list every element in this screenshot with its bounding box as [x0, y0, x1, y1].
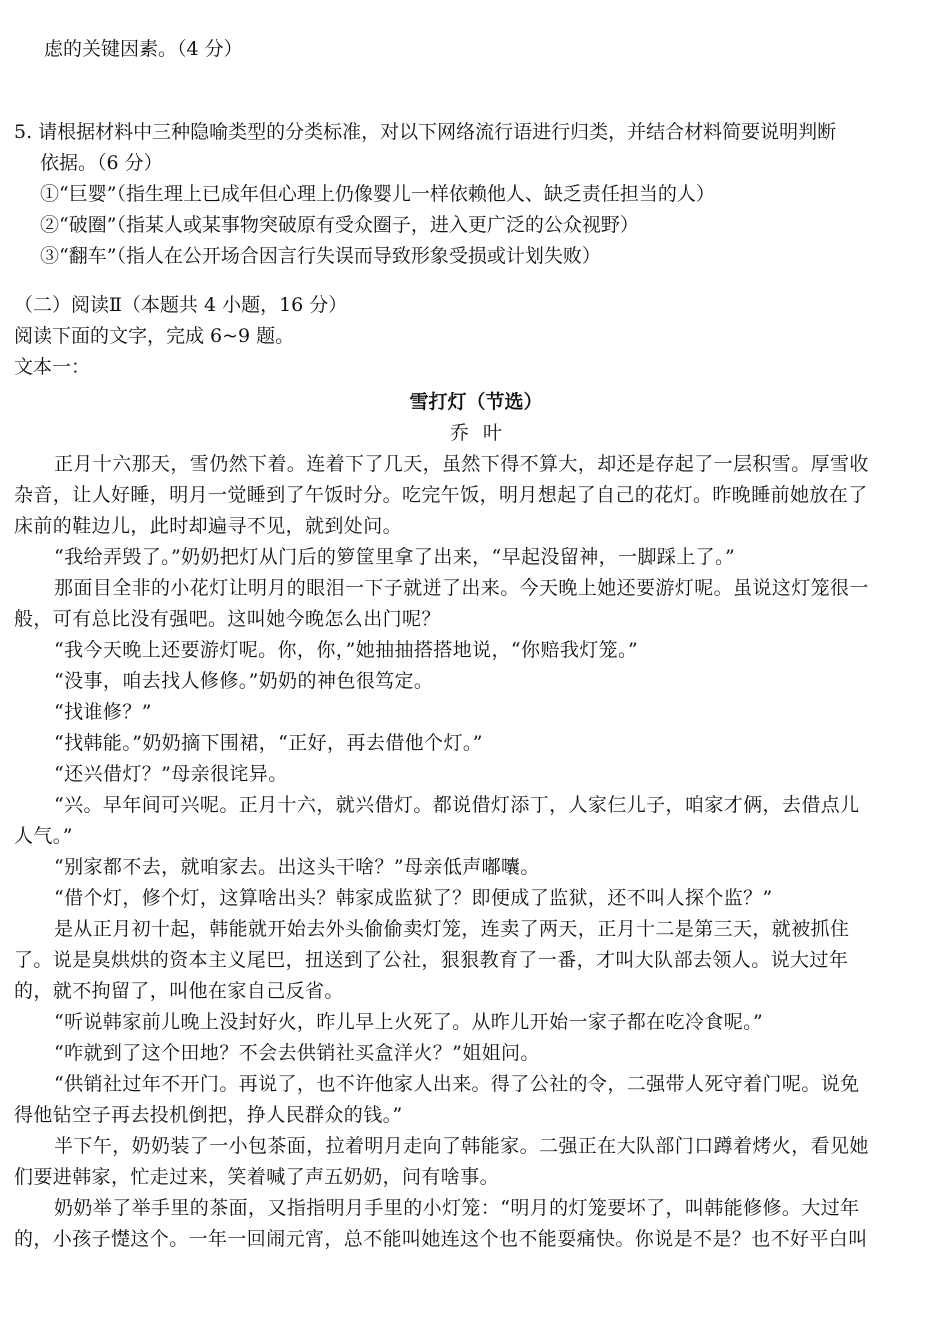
story-line: 般，可有总比没有强吧。这叫她今晚怎么出门呢？: [14, 608, 441, 630]
story-paragraph: [14, 1007, 938, 1038]
story-paragraph: [14, 1038, 938, 1069]
exam-page: [14, 34, 938, 1255]
story-author: 乔叶: [449, 422, 516, 444]
story-paragraph: [14, 759, 938, 790]
story-title: 雪打灯（节选）: [409, 391, 543, 413]
story-line: “找谁修？”: [54, 701, 152, 723]
story-line: 的，就不拘留了，叫他在家自己反省。: [14, 980, 344, 1002]
story-line: 奶奶举了举手里的茶面，又指指明月手里的小灯笼：“明月的灯笼要坏了，叫韩能修修。大过年: [54, 1197, 860, 1219]
story-line: 是从正月初十起，韩能就开始去外头偷偷卖灯笼，连卖了两天，正月十二是第三天，就被抓住: [54, 918, 850, 940]
section-heading: （二）阅读Ⅱ（本题共 4 小题，16 分）: [14, 294, 348, 316]
story-paragraph: [14, 573, 938, 635]
story-line: 那面目全非的小花灯让明月的眼泪一下子就迸了出来。今天晚上她还要游灯呢。虽说这灯笼很一: [54, 577, 869, 599]
story-line: 人气。”: [14, 825, 73, 847]
q5-item-1: ①“巨婴”（指生理上已成年但心理上仍像婴儿一样依赖他人、缺乏责任担当的人）: [40, 183, 715, 205]
story-line: “借个灯，修个灯，这算啥出头？韩家成监狱了？即便成了监狱，还不叫人探个监？”: [54, 887, 773, 909]
story-line: “还兴借灯？”母亲很诧异。: [54, 763, 288, 785]
story-paragraph: [14, 635, 938, 666]
story-line: 了。说是臭烘烘的资本主义尾巴，扭送到了公社，狠狠教育了一番，才叫大队部去领人。说大过年: [14, 949, 849, 971]
text-label: 文本一：: [14, 356, 91, 378]
q5-stem-line1: 5. 请根据材料中三种隐喻类型的分类标准，对以下网络流行语进行归类，并结合材料简要说明判断: [14, 121, 837, 143]
story-line: 的，小孩子憷这个。一年一回闹元宵，总不能叫她连这个也不能耍痛快。你说是不是？也不好平白叫: [14, 1228, 868, 1250]
story-line: “听说韩家前儿晚上没封好火，昨儿早上火死了。从昨儿开始一家子都在吃冷食呢。”: [54, 1011, 764, 1033]
question-5: [14, 117, 938, 272]
story-line: “找韩能。”奶奶摘下围裙，“正好，再去借他个灯。”: [54, 732, 483, 754]
story-paragraph: [14, 1131, 938, 1193]
story-paragraph: [14, 852, 938, 883]
spacer: [14, 65, 938, 117]
story-line: “兴。早年间可兴呢。正月十六，就兴借灯。都说借灯添丁，人家仨儿子，咱家才俩，去借点儿: [54, 794, 860, 816]
story-paragraph: [14, 883, 938, 914]
q5-item-3: ③“翻车”（指人在公开场合因言行失误而导致形象受损或计划失败）: [40, 245, 601, 267]
story-line: “我给弄毁了。”奶奶把灯从门后的箩筐里拿了出来，“早起没留神，一脚踩上了。”: [54, 546, 736, 568]
story-paragraph: [14, 1069, 938, 1131]
story-line: “没事，咱去找人修修。”奶奶的神色很笃定。: [54, 670, 434, 692]
q5-stem-line2: 依据。（6 分）: [40, 152, 163, 174]
story-line: “别家都不去，就咱家去。出这头干啥？”母亲低声嘟囔。: [54, 856, 540, 878]
story-paragraph: [14, 697, 938, 728]
q5-item-2: ②“破圈”（指某人或某事物突破原有受众圈子，进入更广泛的公众视野）: [40, 214, 639, 236]
story-paragraph: [14, 542, 938, 573]
story-line: 得他钻空子再去投机倒把，挣人民群众的钱。”: [14, 1104, 403, 1126]
story-paragraph: [14, 449, 938, 542]
story-line: 床前的鞋边儿，此时却遍寻不见，就到处问。: [14, 515, 403, 537]
story-line: “供销社过年不开门。再说了，也不许他家人出来。得了公社的令，二强带人死守着门呢。说免: [54, 1073, 860, 1095]
story-line: 半下午，奶奶装了一小包茶面，拉着明月走向了韩能家。二强正在大队部门口蹲着烤火，看见她: [54, 1135, 869, 1157]
story-paragraph: [14, 1193, 938, 1255]
story-line: 们要进韩家，忙走过来，笑着喊了声五奶奶，问有啥事。: [14, 1166, 500, 1188]
story-line: “咋就到了这个田地？不会去供销社买盒洋火？”姐姐问。: [54, 1042, 540, 1064]
story-body: [14, 449, 938, 1255]
spacer: [14, 272, 938, 290]
story-line: 杂音，让人好睡，明月一觉睡到了午饭时分。吃完午饭，明月想起了自己的花灯。昨晚睡前她放在了: [14, 484, 868, 506]
story-paragraph: [14, 666, 938, 697]
story-line: “我今天晚上还要游灯呢。你，你，”她抽抽搭搭地说，“你赔我灯笼。”: [54, 639, 639, 661]
section-instruction: 阅读下面的文字，完成 6~9 题。: [14, 325, 295, 347]
top-fragment: 虑的关键因素。（4 分）: [44, 38, 243, 60]
section-2-header: [14, 290, 938, 383]
story-paragraph: [14, 914, 938, 1007]
story-line: 正月十六那天，雪仍然下着。连着下了几天，虽然下得不算大，却还是存起了一层积雪。厚雪收: [54, 453, 869, 475]
story-paragraph: [14, 790, 938, 852]
story-paragraph: [14, 728, 938, 759]
